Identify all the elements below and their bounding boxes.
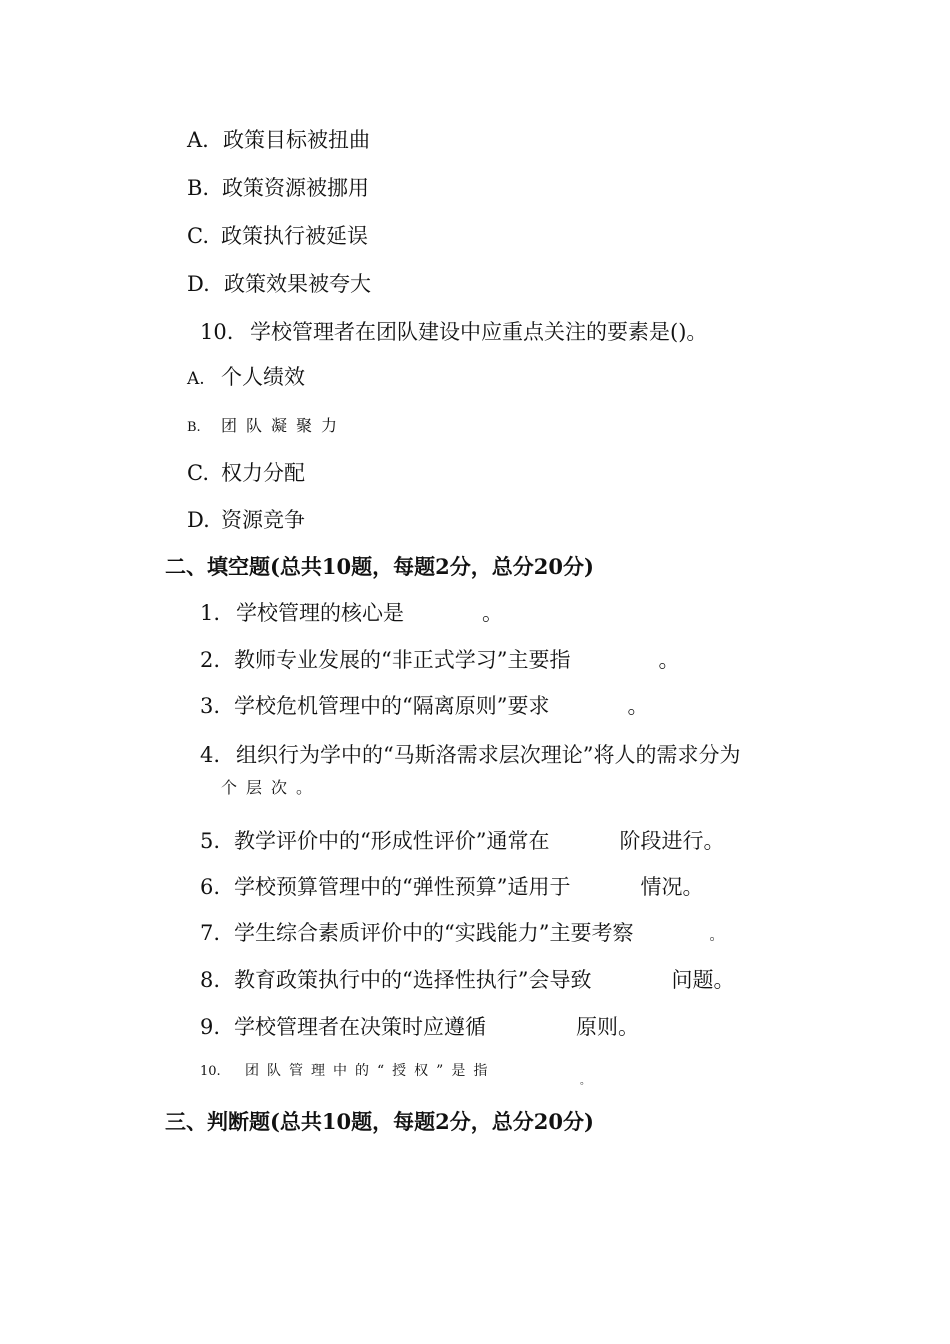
option-text: 个人绩效 <box>221 365 305 389</box>
fill-blank-item <box>200 1064 495 1078</box>
item-text: 学校危机管理中的“隔离原则”要求 <box>234 694 550 718</box>
item-number: 7. <box>200 921 221 945</box>
item-text-after: 情况。 <box>640 875 704 899</box>
option-text: 团队凝聚力 <box>221 416 347 435</box>
item-text: 教师专业发展的“非正式学习”主要指 <box>234 648 571 672</box>
option-text: 政策目标被扭曲 <box>223 128 370 152</box>
q10-option-a <box>187 367 305 388</box>
fill-blank-item <box>200 603 503 624</box>
fill-blank-item <box>200 696 648 717</box>
item-text-after: 问题。 <box>671 968 735 992</box>
q9-option-d <box>187 274 371 295</box>
q10-option-d <box>187 510 305 531</box>
item-number: 6. <box>200 875 221 899</box>
item-text-after: 。 <box>627 694 649 718</box>
item-text: 教育政策执行中的“选择性执行”会导致 <box>234 968 592 992</box>
q9-option-a <box>187 130 370 151</box>
option-text: 政策效果被夸大 <box>224 272 371 296</box>
item-text-after: 。 <box>482 601 503 625</box>
item-number: 3. <box>200 694 221 718</box>
item-text: 学校管理者在决策时应遵循 <box>234 1015 486 1039</box>
item-text-after: 原则。 <box>576 1015 639 1039</box>
item-text: 组织行为学中的“马斯洛需求层次理论”将人的需求分为 <box>236 743 741 767</box>
q9-option-b <box>187 178 369 199</box>
item-text: 学生综合素质评价中的“实践能力”主要考察 <box>234 921 634 945</box>
item-text-after: 。 <box>658 648 680 672</box>
fill-blank-item <box>200 745 740 766</box>
option-text: 资源竞争 <box>221 508 305 532</box>
option-text: 权力分配 <box>221 461 305 485</box>
option-label: C. <box>187 461 209 485</box>
item-text: 学校管理的核心是 <box>236 601 404 625</box>
q9-option-c <box>187 226 368 247</box>
option-label: A. <box>187 128 209 152</box>
item-text-after: 。 <box>709 928 724 944</box>
item-number: 9. <box>200 1015 221 1039</box>
q10-option-b <box>187 418 346 434</box>
section-3-heading: 三、判断题(总共10题，每题2分，总分20分) <box>165 1109 594 1134</box>
item-text: 团队管理中的“授权”是指 <box>245 1063 496 1079</box>
option-label: D. <box>187 272 210 296</box>
item-number: 2. <box>200 648 221 672</box>
question-text: 学校管理者在团队建设中应重点关注的要素是()。 <box>250 320 708 344</box>
option-text: 政策资源被挪用 <box>222 176 369 200</box>
item-number: 4. <box>200 743 221 767</box>
item-text-after: 阶段进行。 <box>619 829 725 853</box>
fill-blank-item <box>200 923 723 944</box>
item-text: 教学评价中的“形成性评价”通常在 <box>234 829 550 853</box>
question-number: 10. <box>200 320 234 344</box>
fill-blank-item <box>200 831 724 852</box>
option-label: D. <box>187 508 210 532</box>
item-number: 10. <box>200 1064 221 1079</box>
fill-blank-item <box>200 877 703 898</box>
fill-blank-item-continuation: 个层次。 <box>221 778 322 797</box>
section-2-heading: 二、填空题(总共10题，每题2分，总分20分) <box>165 554 594 579</box>
fill-blank-item-end: 。 <box>580 1076 590 1087</box>
option-label: B. <box>187 176 210 200</box>
option-text: 政策执行被延误 <box>221 224 368 248</box>
fill-blank-item <box>200 1017 639 1038</box>
fill-blank-item <box>200 650 679 671</box>
item-number: 5. <box>200 829 221 853</box>
item-text: 学校预算管理中的“弹性预算”适用于 <box>234 875 571 899</box>
question-10 <box>200 322 707 343</box>
option-label: B. <box>187 420 201 435</box>
fill-blank-item <box>200 970 734 991</box>
item-number: 8. <box>200 968 221 992</box>
q10-option-c <box>187 463 305 484</box>
option-label: C. <box>187 224 209 248</box>
option-label: A. <box>187 369 205 389</box>
item-number: 1. <box>200 601 221 625</box>
